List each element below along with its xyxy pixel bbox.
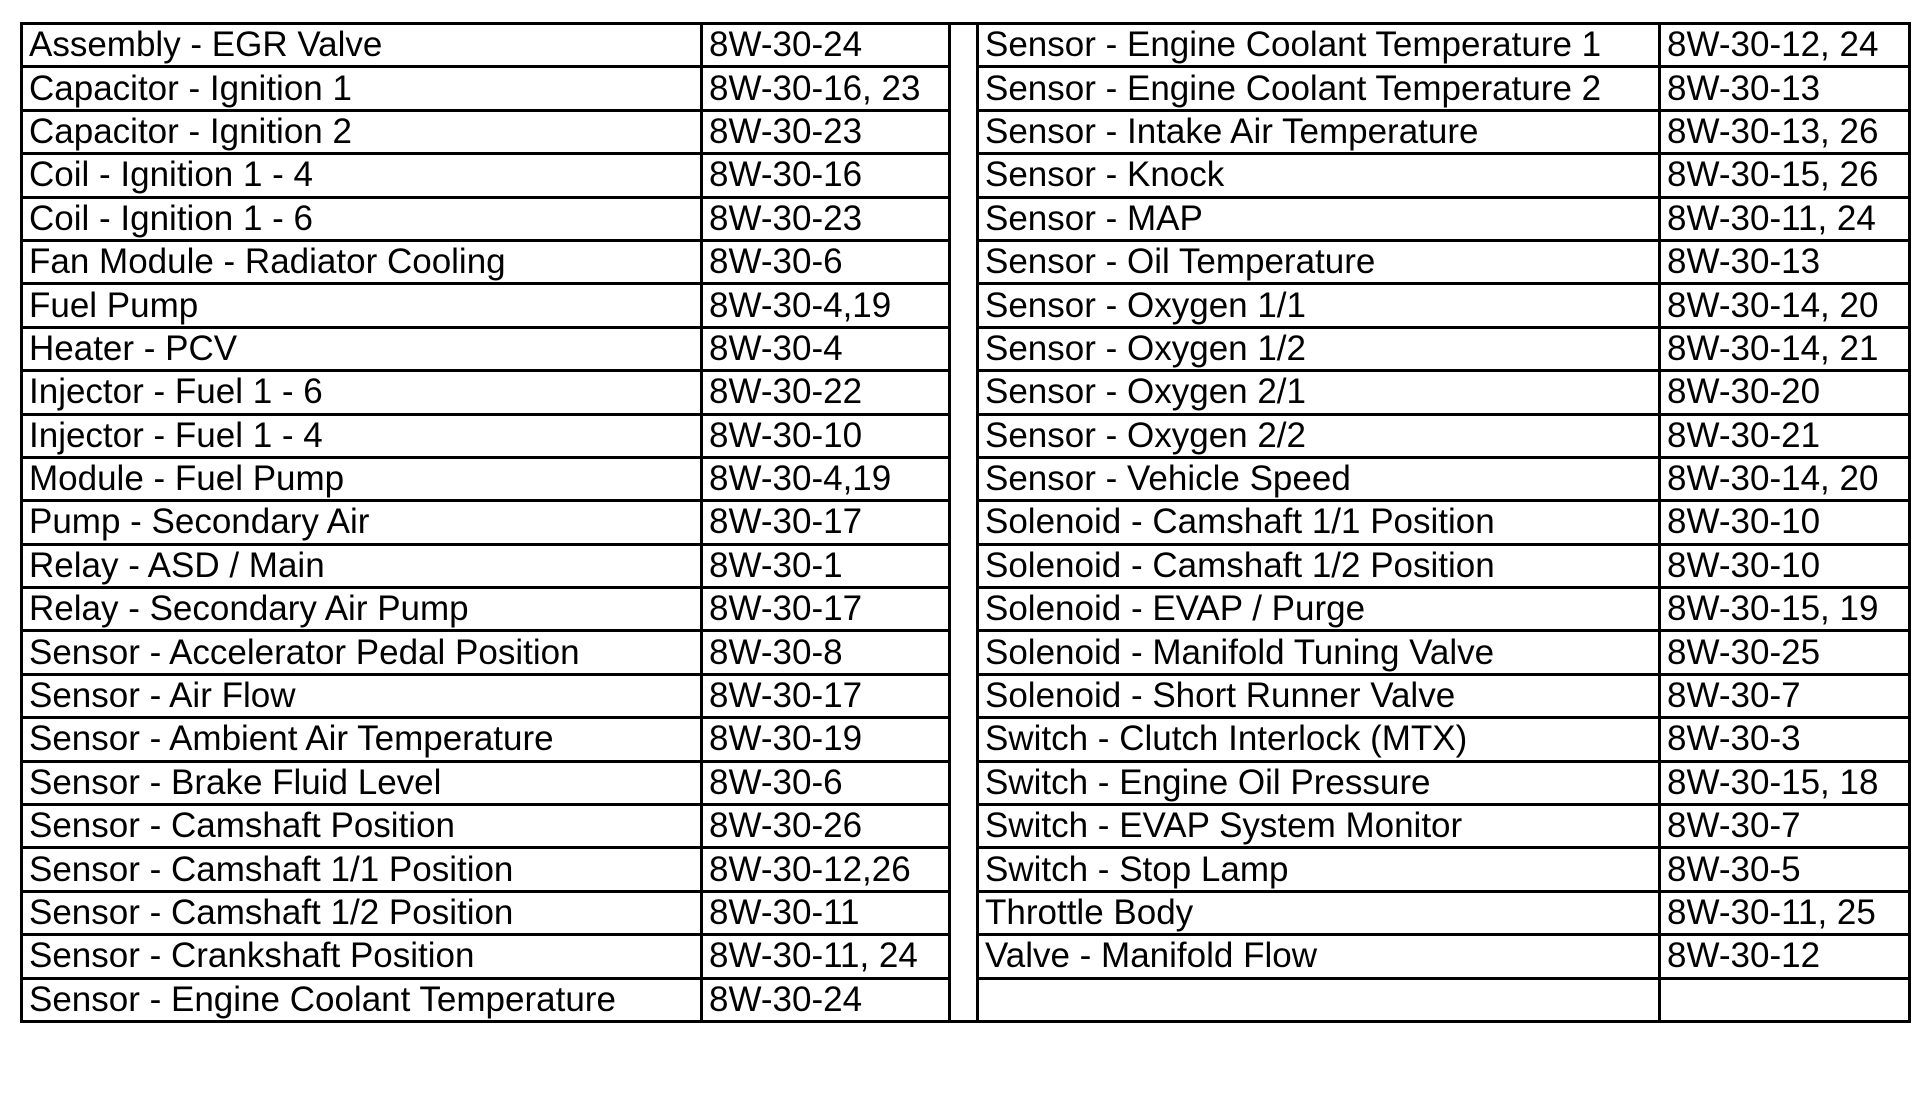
table-row: [22, 805, 1910, 848]
left-component-cell: Sensor - Ambient Air Temperature: [22, 718, 702, 761]
right-component-cell: Switch - EVAP System Monitor: [978, 805, 1660, 848]
right-component-cell: Sensor - Vehicle Speed: [978, 457, 1660, 500]
column-gap: [950, 154, 978, 197]
right-component-cell: Sensor - Intake Air Temperature: [978, 110, 1660, 153]
right-page-cell: [1660, 978, 1910, 1021]
right-page-cell: 8W-30-15, 18: [1660, 761, 1910, 804]
column-gap: [950, 197, 978, 240]
right-page-cell: 8W-30-10: [1660, 544, 1910, 587]
left-component-cell: Sensor - Air Flow: [22, 674, 702, 717]
table-row: [22, 110, 1910, 153]
left-page-cell: 8W-30-10: [702, 414, 950, 457]
right-page-cell: 8W-30-15, 26: [1660, 154, 1910, 197]
table-row: [22, 284, 1910, 327]
right-page-cell: 8W-30-10: [1660, 501, 1910, 544]
column-gap: [950, 718, 978, 761]
right-component-cell: Sensor - Oil Temperature: [978, 240, 1660, 283]
right-component-cell: Switch - Clutch Interlock (MTX): [978, 718, 1660, 761]
left-page-cell: 8W-30-4,19: [702, 284, 950, 327]
column-gap: [950, 978, 978, 1021]
table-body: [22, 24, 1910, 1022]
right-component-cell: Sensor - Engine Coolant Temperature 2: [978, 67, 1660, 110]
column-gap: [950, 110, 978, 153]
right-page-cell: 8W-30-12: [1660, 935, 1910, 978]
left-component-cell: Module - Fuel Pump: [22, 457, 702, 500]
left-page-cell: 8W-30-16, 23: [702, 67, 950, 110]
right-page-cell: 8W-30-13: [1660, 67, 1910, 110]
left-component-cell: Coil - Ignition 1 - 6: [22, 197, 702, 240]
left-page-cell: 8W-30-11, 24: [702, 935, 950, 978]
right-component-cell: Sensor - MAP: [978, 197, 1660, 240]
column-gap: [950, 588, 978, 631]
table-row: [22, 588, 1910, 631]
left-component-cell: Pump - Secondary Air: [22, 501, 702, 544]
right-page-cell: 8W-30-12, 24: [1660, 24, 1910, 67]
right-component-cell: Solenoid - Camshaft 1/2 Position: [978, 544, 1660, 587]
component-index-table: [20, 22, 1911, 1023]
right-page-cell: 8W-30-11, 24: [1660, 197, 1910, 240]
right-component-cell: Solenoid - EVAP / Purge: [978, 588, 1660, 631]
table-row: [22, 414, 1910, 457]
right-page-cell: 8W-30-14, 20: [1660, 284, 1910, 327]
column-gap: [950, 935, 978, 978]
right-component-cell: Sensor - Oxygen 2/2: [978, 414, 1660, 457]
table-row: [22, 327, 1910, 370]
right-page-cell: 8W-30-25: [1660, 631, 1910, 674]
left-page-cell: 8W-30-6: [702, 761, 950, 804]
column-gap: [950, 891, 978, 934]
left-component-cell: Fan Module - Radiator Cooling: [22, 240, 702, 283]
left-component-cell: Relay - Secondary Air Pump: [22, 588, 702, 631]
right-component-cell: Throttle Body: [978, 891, 1660, 934]
left-component-cell: Sensor - Crankshaft Position: [22, 935, 702, 978]
right-page-cell: 8W-30-13: [1660, 240, 1910, 283]
column-gap: [950, 501, 978, 544]
right-component-cell: [978, 978, 1660, 1021]
left-component-cell: Fuel Pump: [22, 284, 702, 327]
table-row: [22, 501, 1910, 544]
right-component-cell: Sensor - Oxygen 1/2: [978, 327, 1660, 370]
left-page-cell: 8W-30-23: [702, 197, 950, 240]
column-gap: [950, 761, 978, 804]
right-page-cell: 8W-30-11, 25: [1660, 891, 1910, 934]
table-row: [22, 718, 1910, 761]
table-row: [22, 240, 1910, 283]
right-page-cell: 8W-30-15, 19: [1660, 588, 1910, 631]
right-page-cell: 8W-30-14, 20: [1660, 457, 1910, 500]
left-component-cell: Capacitor - Ignition 1: [22, 67, 702, 110]
left-page-cell: 8W-30-17: [702, 588, 950, 631]
left-component-cell: Sensor - Brake Fluid Level: [22, 761, 702, 804]
left-page-cell: 8W-30-24: [702, 24, 950, 67]
right-component-cell: Switch - Engine Oil Pressure: [978, 761, 1660, 804]
table-row: [22, 978, 1910, 1021]
right-component-cell: Solenoid - Manifold Tuning Valve: [978, 631, 1660, 674]
column-gap: [950, 848, 978, 891]
left-component-cell: Assembly - EGR Valve: [22, 24, 702, 67]
column-gap: [950, 327, 978, 370]
table-row: [22, 631, 1910, 674]
left-component-cell: Sensor - Camshaft Position: [22, 805, 702, 848]
right-component-cell: Solenoid - Camshaft 1/1 Position: [978, 501, 1660, 544]
column-gap: [950, 414, 978, 457]
right-page-cell: 8W-30-14, 21: [1660, 327, 1910, 370]
column-gap: [950, 631, 978, 674]
left-page-cell: 8W-30-23: [702, 110, 950, 153]
left-component-cell: Heater - PCV: [22, 327, 702, 370]
right-component-cell: Sensor - Oxygen 2/1: [978, 371, 1660, 414]
column-gap: [950, 284, 978, 327]
left-page-cell: 8W-30-24: [702, 978, 950, 1021]
right-page-cell: 8W-30-20: [1660, 371, 1910, 414]
table-row: [22, 544, 1910, 587]
table-row: [22, 891, 1910, 934]
column-gap: [950, 544, 978, 587]
right-page-cell: 8W-30-13, 26: [1660, 110, 1910, 153]
left-page-cell: 8W-30-4,19: [702, 457, 950, 500]
right-component-cell: Solenoid - Short Runner Valve: [978, 674, 1660, 717]
left-component-cell: Capacitor - Ignition 2: [22, 110, 702, 153]
right-component-cell: Sensor - Oxygen 1/1: [978, 284, 1660, 327]
right-page-cell: 8W-30-5: [1660, 848, 1910, 891]
left-page-cell: 8W-30-4: [702, 327, 950, 370]
table-row: [22, 848, 1910, 891]
left-page-cell: 8W-30-26: [702, 805, 950, 848]
table-row: [22, 197, 1910, 240]
table-row: [22, 154, 1910, 197]
left-component-cell: Sensor - Accelerator Pedal Position: [22, 631, 702, 674]
column-gap: [950, 674, 978, 717]
left-page-cell: 8W-30-6: [702, 240, 950, 283]
table-row: [22, 24, 1910, 67]
left-component-cell: Sensor - Engine Coolant Temperature: [22, 978, 702, 1021]
column-gap: [950, 67, 978, 110]
left-component-cell: Coil - Ignition 1 - 4: [22, 154, 702, 197]
table-row: [22, 935, 1910, 978]
right-page-cell: 8W-30-3: [1660, 718, 1910, 761]
left-page-cell: 8W-30-11: [702, 891, 950, 934]
table-row: [22, 67, 1910, 110]
left-page-cell: 8W-30-12,26: [702, 848, 950, 891]
left-page-cell: 8W-30-19: [702, 718, 950, 761]
column-gap: [950, 805, 978, 848]
left-component-cell: Injector - Fuel 1 - 4: [22, 414, 702, 457]
right-component-cell: Switch - Stop Lamp: [978, 848, 1660, 891]
right-component-cell: Sensor - Knock: [978, 154, 1660, 197]
left-page-cell: 8W-30-17: [702, 674, 950, 717]
left-page-cell: 8W-30-22: [702, 371, 950, 414]
right-page-cell: 8W-30-21: [1660, 414, 1910, 457]
right-page-cell: 8W-30-7: [1660, 674, 1910, 717]
left-component-cell: Sensor - Camshaft 1/1 Position: [22, 848, 702, 891]
left-page-cell: 8W-30-17: [702, 501, 950, 544]
left-page-cell: 8W-30-8: [702, 631, 950, 674]
left-page-cell: 8W-30-1: [702, 544, 950, 587]
left-component-cell: Injector - Fuel 1 - 6: [22, 371, 702, 414]
right-component-cell: Sensor - Engine Coolant Temperature 1: [978, 24, 1660, 67]
left-component-cell: Sensor - Camshaft 1/2 Position: [22, 891, 702, 934]
right-page-cell: 8W-30-7: [1660, 805, 1910, 848]
table-row: [22, 674, 1910, 717]
table-row: [22, 371, 1910, 414]
column-gap: [950, 457, 978, 500]
left-component-cell: Relay - ASD / Main: [22, 544, 702, 587]
left-page-cell: 8W-30-16: [702, 154, 950, 197]
right-component-cell: Valve - Manifold Flow: [978, 935, 1660, 978]
table-row: [22, 761, 1910, 804]
table-row: [22, 457, 1910, 500]
column-gap: [950, 240, 978, 283]
column-gap: [950, 371, 978, 414]
column-gap: [950, 24, 978, 67]
